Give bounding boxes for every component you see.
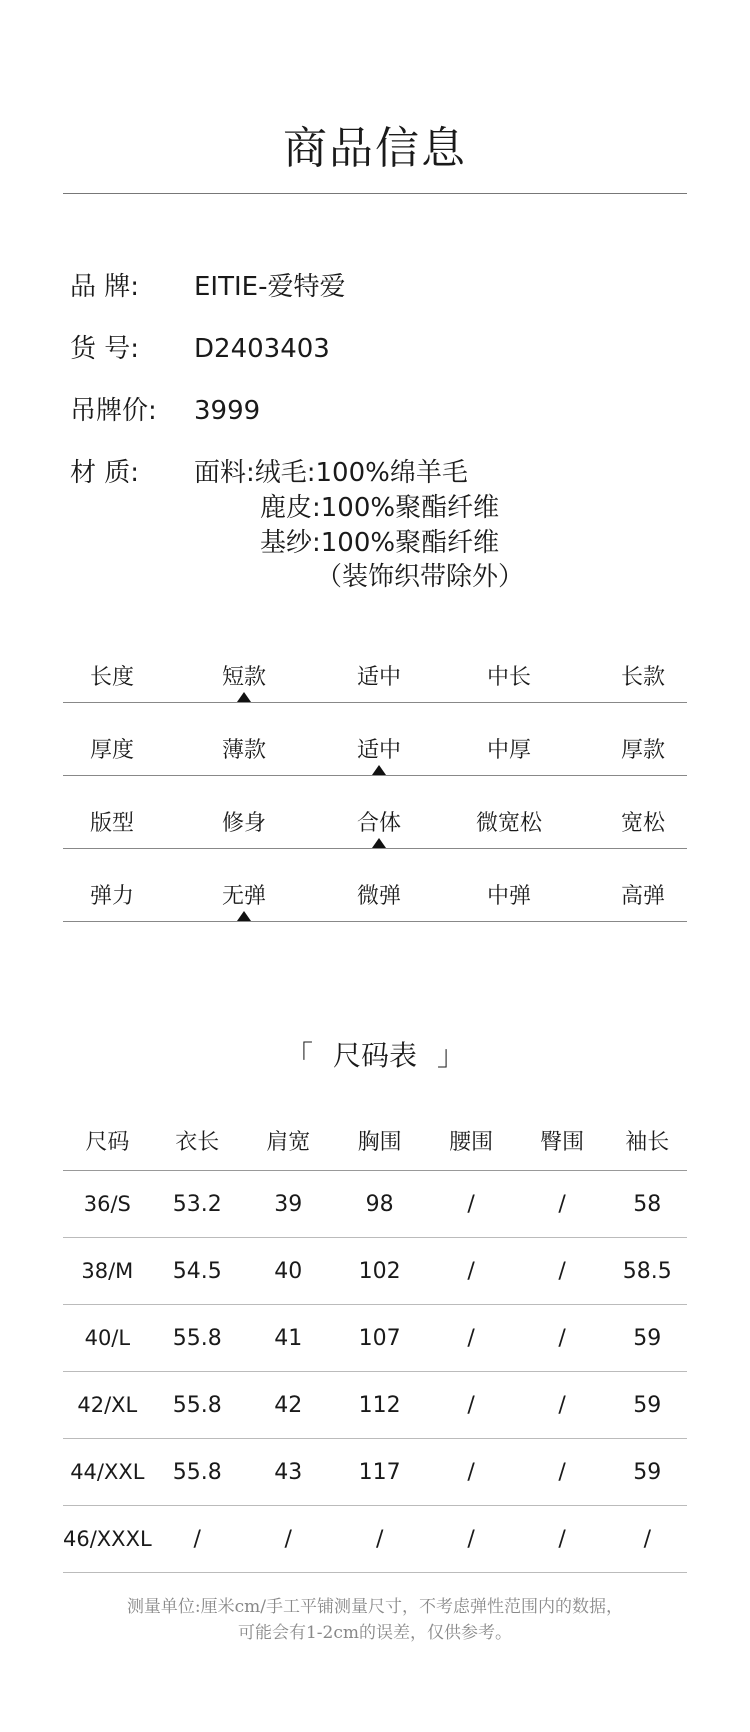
- footnote-line-1: 测量单位:厘米cm/手工平铺测量尺寸，不考虑弹性范围内的数据，: [126, 1597, 624, 1617]
- measurement-cell: 40: [243, 1238, 334, 1305]
- measurement-cell: 55.8: [152, 1305, 243, 1372]
- measurement-cell: 107: [334, 1305, 426, 1372]
- table-row: [63, 1171, 687, 1238]
- attribute-row-divider: [63, 848, 687, 849]
- size-table-header-cell: 肩宽: [243, 1110, 334, 1171]
- attribute-option: 高弹: [620, 884, 665, 909]
- price-value: 3999: [194, 396, 261, 426]
- attribute-row-divider: [63, 775, 687, 776]
- attribute-name: 弹力: [89, 884, 134, 909]
- price-label: 吊牌价:: [70, 396, 157, 426]
- measurement-cell: /: [608, 1506, 687, 1573]
- measurement-cell: 98: [334, 1171, 426, 1238]
- attribute-name: 版型: [89, 811, 134, 836]
- table-row: [63, 1439, 687, 1506]
- attribute-option: 微宽松: [475, 811, 542, 836]
- measurement-cell: 102: [334, 1238, 426, 1305]
- attribute-option: 短款: [221, 665, 266, 690]
- material-line-2: 鹿皮:100%聚酯纤维: [260, 493, 500, 523]
- measurement-cell: /: [517, 1439, 608, 1506]
- size-table-header-cell: 衣长: [152, 1110, 243, 1171]
- size-label-cell: 36/S: [63, 1171, 152, 1238]
- size-label-cell: 44/XXL: [63, 1439, 152, 1506]
- size-table: [63, 1110, 687, 1573]
- attribute-option: 中弹: [486, 884, 531, 909]
- measurement-cell: /: [517, 1171, 608, 1238]
- table-row: [63, 1506, 687, 1573]
- attribute-name: 厚度: [89, 738, 134, 763]
- attribute-option: 无弹: [221, 884, 266, 909]
- selected-marker-icon: [372, 838, 386, 848]
- measurement-cell: /: [426, 1305, 517, 1372]
- measurement-cell: 42: [243, 1372, 334, 1439]
- title-divider: [63, 193, 687, 194]
- size-label-cell: 42/XL: [63, 1372, 152, 1439]
- attribute-option: 厚款: [620, 738, 665, 763]
- attribute-row-divider: [63, 702, 687, 703]
- size-label-cell: 38/M: [63, 1238, 152, 1305]
- measurement-cell: 55.8: [152, 1439, 243, 1506]
- selected-marker-icon: [372, 765, 386, 775]
- size-table-header: [63, 1110, 687, 1171]
- size-chart-title: [0, 1038, 750, 1074]
- size-table-header-cell: 尺码: [63, 1110, 152, 1171]
- table-row: [63, 1305, 687, 1372]
- sku-value: D2403403: [194, 334, 330, 364]
- measurement-cell: /: [426, 1506, 517, 1573]
- footnote: [0, 1594, 750, 1646]
- size-label-cell: 40/L: [63, 1305, 152, 1372]
- page-title: 商品信息: [283, 123, 467, 174]
- table-row: [63, 1238, 687, 1305]
- measurement-cell: 117: [334, 1439, 426, 1506]
- measurement-cell: 58: [608, 1171, 687, 1238]
- measurement-cell: 53.2: [152, 1171, 243, 1238]
- measurement-cell: /: [426, 1372, 517, 1439]
- brand-value: EITIE-爱特爱: [194, 272, 346, 302]
- selected-marker-icon: [237, 692, 251, 702]
- measurement-cell: /: [243, 1506, 334, 1573]
- attribute-option: 中长: [486, 665, 531, 690]
- attribute-option: 长款: [620, 665, 665, 690]
- size-table-header-cell: 腰围: [426, 1110, 517, 1171]
- size-table-header-cell: 臀围: [517, 1110, 608, 1171]
- measurement-cell: /: [426, 1238, 517, 1305]
- size-table-body: [63, 1171, 687, 1573]
- measurement-cell: /: [517, 1372, 608, 1439]
- measurement-cell: /: [426, 1439, 517, 1506]
- open-bracket: 「: [284, 1039, 313, 1072]
- attribute-option: 宽松: [620, 811, 665, 836]
- attribute-option: 适中: [356, 738, 401, 763]
- measurement-cell: /: [426, 1171, 517, 1238]
- measurement-cell: 43: [243, 1439, 334, 1506]
- measurement-cell: /: [334, 1506, 426, 1573]
- attribute-name: 长度: [89, 665, 134, 690]
- measurement-cell: 112: [334, 1372, 426, 1439]
- attribute-option: 修身: [221, 811, 266, 836]
- size-table-header-cell: 袖长: [608, 1110, 687, 1171]
- table-row: [63, 1372, 687, 1439]
- measurement-cell: 58.5: [608, 1238, 687, 1305]
- attribute-option: 合体: [356, 811, 401, 836]
- measurement-cell: 59: [608, 1372, 687, 1439]
- measurement-cell: /: [152, 1506, 243, 1573]
- material-line-1: 面料:绒毛:100%绵羊毛: [194, 458, 468, 488]
- attribute-option: 中厚: [486, 738, 531, 763]
- brand-label: 品 牌:: [70, 272, 140, 302]
- sku-label: 货 号:: [70, 334, 140, 364]
- measurement-cell: 59: [608, 1305, 687, 1372]
- attribute-row-divider: [63, 921, 687, 922]
- measurement-cell: 54.5: [152, 1238, 243, 1305]
- close-bracket: 」: [437, 1039, 466, 1072]
- material-line-3: 基纱:100%聚酯纤维: [260, 528, 500, 558]
- measurement-cell: /: [517, 1238, 608, 1305]
- measurement-cell: /: [517, 1305, 608, 1372]
- measurement-cell: 39: [243, 1171, 334, 1238]
- size-label-cell: 46/XXXL: [63, 1506, 152, 1573]
- material-label: 材 质:: [70, 458, 140, 488]
- measurement-cell: 59: [608, 1439, 687, 1506]
- measurement-cell: 55.8: [152, 1372, 243, 1439]
- measurement-cell: 41: [243, 1305, 334, 1372]
- size-table-header-cell: 胸围: [334, 1110, 426, 1171]
- attribute-option: 适中: [356, 665, 401, 690]
- attribute-option: 薄款: [221, 738, 266, 763]
- size-chart-title-text: 尺码表: [332, 1039, 417, 1072]
- material-line-4: （装饰织带除外）: [316, 562, 525, 592]
- measurement-cell: /: [517, 1506, 608, 1573]
- selected-marker-icon: [237, 911, 251, 921]
- footnote-line-2: 可能会有1-2cm的误差，仅供参考。: [237, 1623, 513, 1643]
- attribute-option: 微弹: [356, 884, 401, 909]
